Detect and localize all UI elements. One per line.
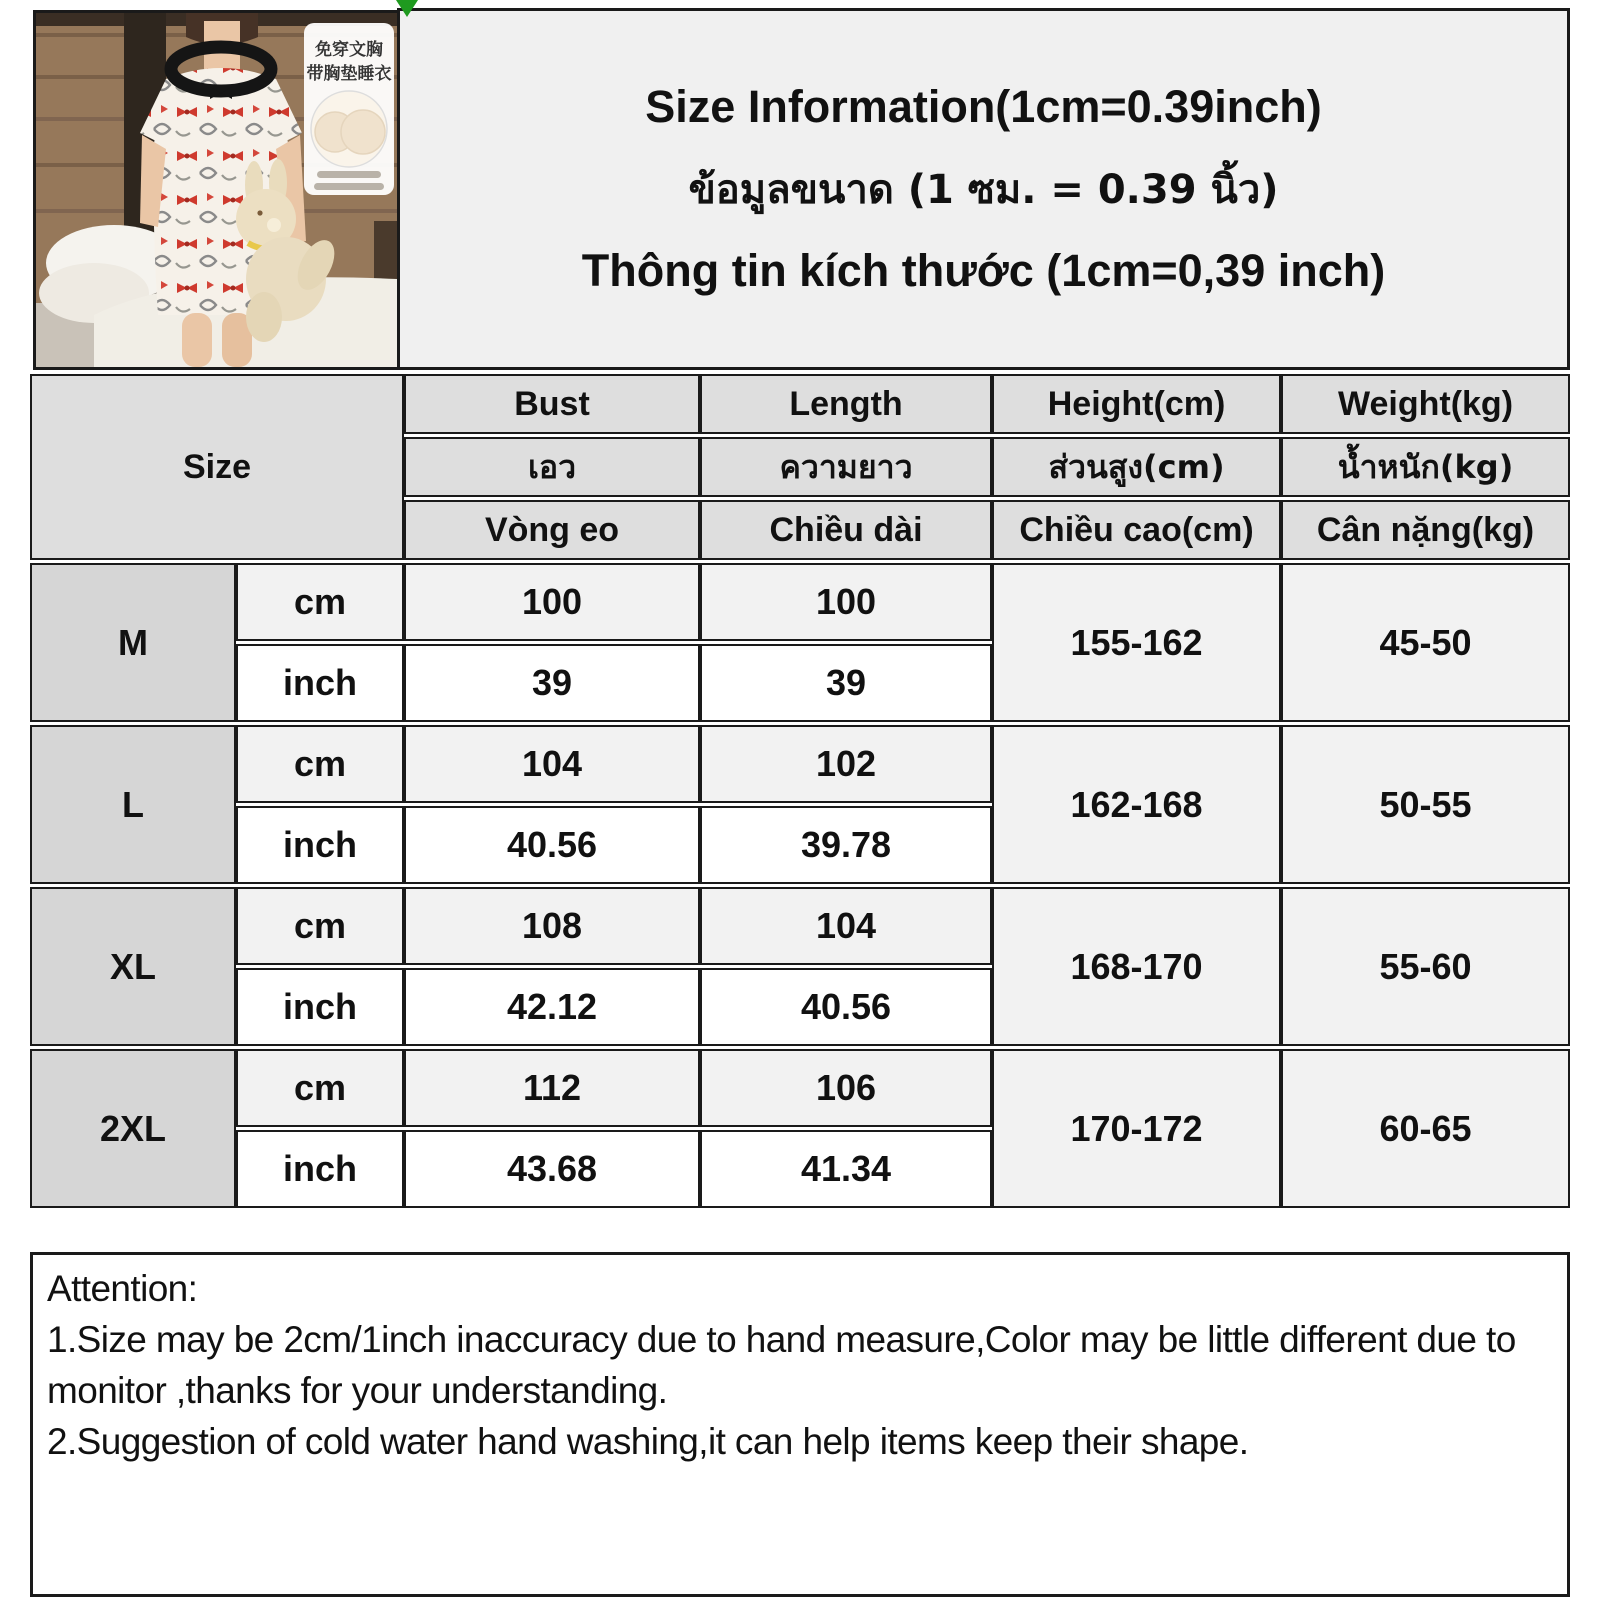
row-2XL-cm	[30, 1049, 1570, 1127]
unit-inch: inch	[236, 806, 404, 884]
title-vi: Thông tin kích thước (1cm=0,39 inch)	[581, 245, 1386, 296]
badge-line1: 免穿文胸	[315, 40, 383, 60]
XL-bust-cm: 108	[404, 887, 700, 965]
M-weight: 45-50	[1281, 563, 1570, 722]
unit-inch: inch	[236, 644, 404, 722]
L-weight: 50-55	[1281, 725, 1570, 884]
unit-cm: cm	[236, 563, 404, 641]
L-height: 162-168	[992, 725, 1281, 884]
M-bust-inch: 39	[404, 644, 700, 722]
2XL-height: 170-172	[992, 1049, 1281, 1208]
header-length-th: ความยาว	[700, 437, 992, 497]
badge-line2: 带胸垫睡衣	[306, 64, 392, 84]
header-length-vi: Chiều dài	[700, 500, 992, 560]
size-label-XL: XL	[30, 887, 236, 1046]
header-height-th: ส่วนสูง(cm)	[992, 437, 1281, 497]
size-label-L: L	[30, 725, 236, 884]
title-box	[397, 8, 1570, 370]
unit-cm: cm	[236, 887, 404, 965]
row-L-cm	[30, 725, 1570, 803]
header-bust-th: เอว	[404, 437, 700, 497]
header-weight-en: Weight(kg)	[1281, 374, 1570, 434]
title-th: ข้อมูลขนาด (1 ซม. = 0.39 นิ้ว)	[688, 167, 1279, 213]
2XL-bust-cm: 112	[404, 1049, 700, 1127]
badge-fineprint-line	[314, 183, 384, 190]
2XL-bust-inch: 43.68	[404, 1130, 700, 1208]
header-height-en: Height(cm)	[992, 374, 1281, 434]
unit-cm: cm	[236, 1049, 404, 1127]
size-label-2XL: 2XL	[30, 1049, 236, 1208]
bra-pad-badge	[304, 23, 394, 195]
XL-height: 168-170	[992, 887, 1281, 1046]
green-corner-mark	[396, 0, 418, 17]
L-bust-inch: 40.56	[404, 806, 700, 884]
L-length-cm: 102	[700, 725, 992, 803]
row-M-cm	[30, 563, 1570, 641]
product-photo-illustration	[36, 13, 397, 367]
M-length-cm: 100	[700, 563, 992, 641]
XL-length-inch: 40.56	[700, 968, 992, 1046]
size-table	[30, 371, 1570, 1211]
header-bust-vi: Vòng eo	[404, 500, 700, 560]
header-bust-en: Bust	[404, 374, 700, 434]
unit-inch: inch	[236, 1130, 404, 1208]
M-bust-cm: 100	[404, 563, 700, 641]
M-length-inch: 39	[700, 644, 992, 722]
attention-note-1: 1.Size may be 2cm/1inch inaccuracy due to hand measure,Color may be little different due to monitor ,thanks for your understanding.	[47, 1319, 1516, 1412]
header-weight-th: น้ำหนัก(kg)	[1281, 437, 1570, 497]
size-corner-cell: Size	[30, 374, 404, 560]
L-length-inch: 39.78	[700, 806, 992, 884]
unit-inch: inch	[236, 968, 404, 1046]
XL-length-cm: 104	[700, 887, 992, 965]
header-row-en	[30, 374, 1570, 434]
XL-weight: 55-60	[1281, 887, 1570, 1046]
size-label-M: M	[30, 563, 236, 722]
product-photo	[33, 10, 400, 370]
header-height-vi: Chiều cao(cm)	[992, 500, 1281, 560]
unit-cm: cm	[236, 725, 404, 803]
header-length-en: Length	[700, 374, 992, 434]
L-bust-cm: 104	[404, 725, 700, 803]
2XL-length-cm: 106	[700, 1049, 992, 1127]
badge-fineprint-line	[317, 171, 381, 178]
attention-box	[30, 1252, 1570, 1597]
XL-bust-inch: 42.12	[404, 968, 700, 1046]
title-en: Size Information(1cm=0.39inch)	[645, 81, 1322, 132]
header-weight-vi: Cân nặng(kg)	[1281, 500, 1570, 560]
row-XL-cm	[30, 887, 1570, 965]
attention-heading: Attention:	[47, 1268, 198, 1309]
2XL-length-inch: 41.34	[700, 1130, 992, 1208]
2XL-weight: 60-65	[1281, 1049, 1570, 1208]
M-height: 155-162	[992, 563, 1281, 722]
attention-note-2: 2.Suggestion of cold water hand washing,it can help items keep their shape.	[47, 1421, 1249, 1463]
